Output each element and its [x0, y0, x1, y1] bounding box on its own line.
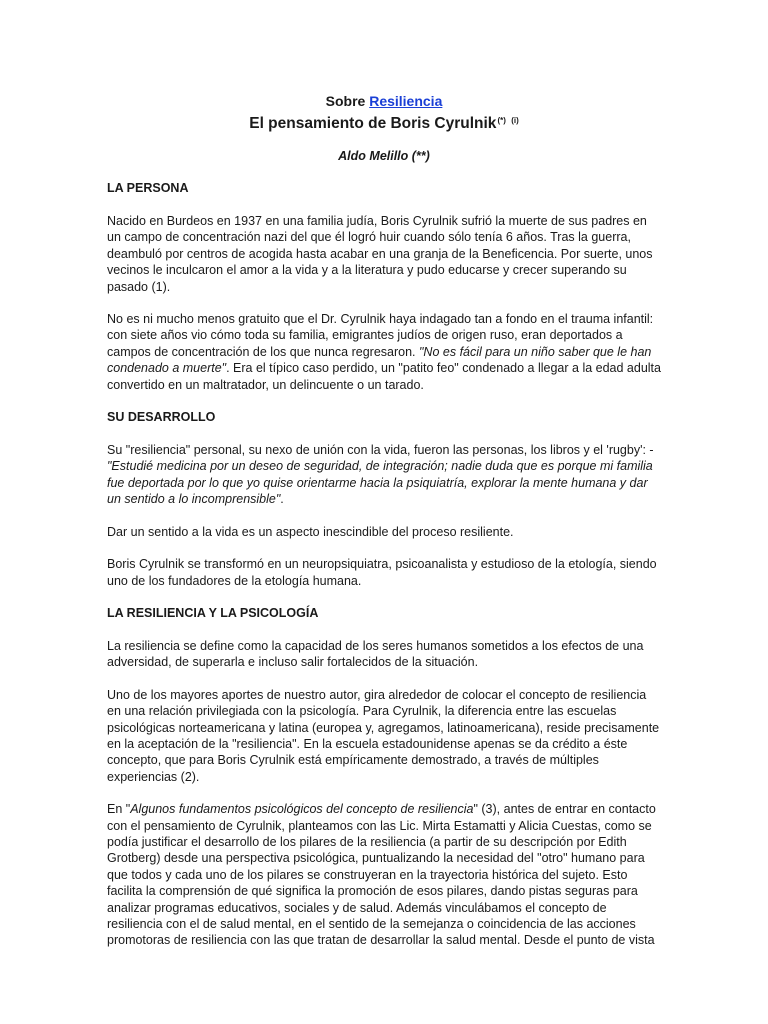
cited-title: Algunos fundamentos psicológicos del concepto de resiliencia — [130, 802, 474, 817]
paragraph: Uno de los mayores aportes de nuestro autor, gira alrededor de colocar el concepto de resiliencia en una relación privilegiada con la psicología. Para Cyrulnik, la diferencia entre las escuelas psicológicas norteamericana y latina (europea y, agregamos, latinoamericana), reside precisamente en la aceptación de la "resiliencia". En la escuela estadounidense apenas se da crédito a éste concepto, que para Boris Cyrulnik está empíricamente demostrado, a través de múltiples experiencias (2). — [107, 687, 660, 784]
footnote-marker-2: (i) — [511, 116, 519, 125]
title-line-1 — [0, 92, 768, 110]
paragraph: Dar un sentido a la vida es un aspecto inescindible del proceso resiliente. — [107, 524, 514, 539]
author-line: Aldo Melillo (**) — [338, 149, 430, 163]
paragraph: En "Algunos fundamentos psicológicos del concepto de resiliencia" (3), antes de entrar en contacto con el pensamiento de Cyrulnik, planteamos con las Lic. Mirta Estamatti y Alicia Cuestas, como se podía justificar el desarrollo de los pilares de la resiliencia (a partir de su descripción por Edith Grotberg) desde una perspectiva psicológica, puntualizando la necesidad del "otro" humano para que todos y cada uno de los pilares se construyeran en la trayectoria histórica del sujeto. Esto facilita la comprensión de qué significa la promoción de esos pilares, dando pistas seguras para analizar programas educativos, sociales y de salud. Además vinculábamos el concepto de resiliencia con el de salud mental, en el sentido de la semejanza o coincidencia de las acciones promotoras de resiliencia con las que tratan de desarrollar la salud mental. Desde el punto de vista — [107, 802, 656, 948]
quote: "Estudié medicina por un deseo de seguridad, de integración; nadie duda que es porque mi familia fue deportada por lo que yo quise orientarme hacia la psiquiatría, explorar la mente humana y dar un sentido a lo incomprensible" — [107, 459, 653, 507]
section-heading-desarrollo: SU DESARROLLO — [107, 410, 216, 425]
paragraph: Nacido en Burdeos en 1937 en una familia judía, Boris Cyrulnik sufrió la muerte de sus padres en un campo de concentración nazi del que él logró huir cuando sólo tenía 6 años. Tras la guerra, deambuló por centros de acogida hasta acabar en una granja de la Beneficencia. Por suerte, unos vecinos le inculcaron el amor a la vida y a la literatura y pudo educarse y crecer superando su pasado (1). — [107, 214, 653, 294]
main-title: El pensamiento de Boris Cyrulnik — [249, 115, 497, 132]
title-prefix: Sobre — [325, 93, 370, 109]
quote: "No es fácil para un niño saber que le han condenado a muerte" — [107, 344, 652, 376]
paragraph: Boris Cyrulnik se transformó en un neuropsiquiatra, psicoanalista y estudioso de la etología, siendo uno de los fundadores de la etología humana. — [107, 557, 657, 588]
section-heading-psicologia: LA RESILIENCIA Y LA PSICOLOGÍA — [107, 605, 319, 620]
document-title — [0, 111, 768, 134]
paragraph: La resiliencia se define como la capacidad de los seres humanos sometidos a los efectos de una adversidad, de superarla e incluso salir fortalecidos de la situación. — [107, 638, 644, 670]
paragraph: No es ni mucho menos gratuito que el Dr. Cyrulnik haya indagado tan a fondo en el trauma infantil: con siete años vio cómo toda su familia, emigrantes judíos de origen ruso, eran deportados a campos de concentración de los que nunca regresaron. "No es fácil para un niño saber que le han condenado a muerte". Era el típico caso perdido, un "patito feo" condenado a llegar a la edad adulta convertido en un maltratador, un delincuente o un tarado. — [107, 312, 661, 392]
footnote-marker-1: (*) — [497, 116, 506, 125]
paragraph: Su "resiliencia" personal, su nexo de unión con la vida, fueron las personas, los libros y el 'rugby': -"Estudié medicina por un deseo de seguridad, de integración; nadie duda que es porque mi familia fue deportada por lo que yo quise orientarme hacia la psiquiatría, explorar la mente humana y dar un sentido a lo incomprensible". — [107, 443, 654, 507]
resiliencia-link[interactable]: Resiliencia — [369, 93, 443, 109]
section-heading-persona: LA PERSONA — [107, 181, 189, 195]
article-body — [107, 180, 662, 965]
title-block — [0, 92, 768, 134]
